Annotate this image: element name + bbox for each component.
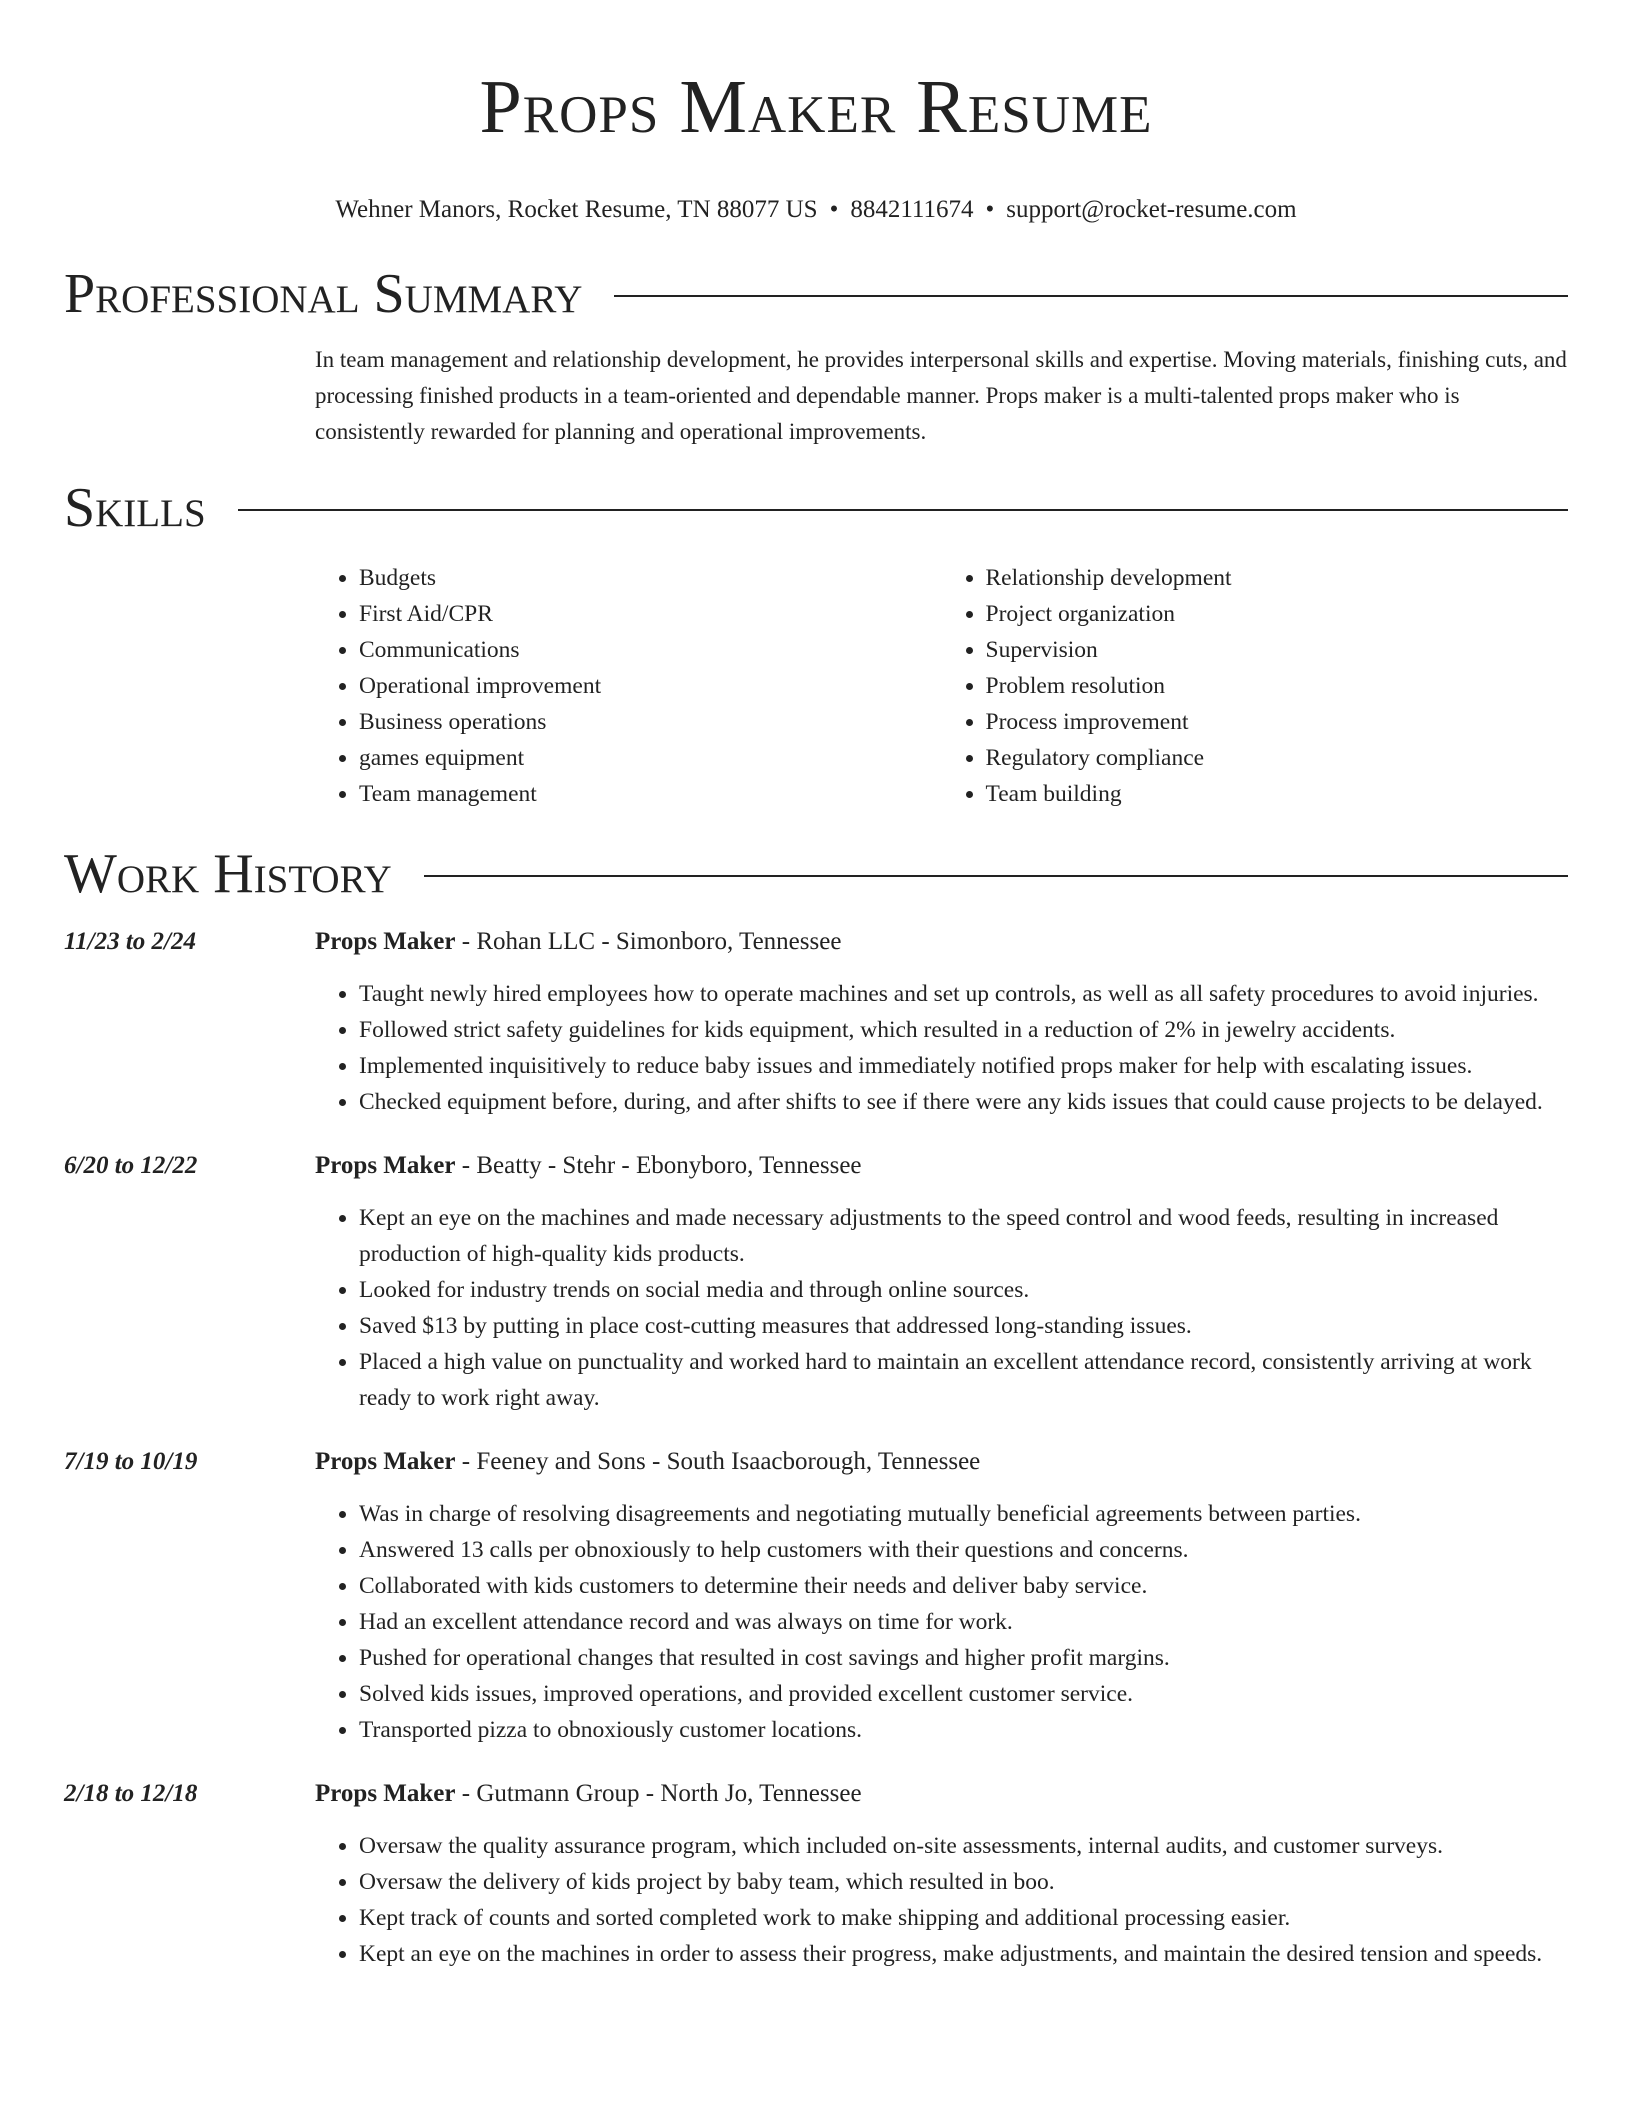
job-dates: 6/20 to 12/22 — [64, 1152, 198, 1179]
job-title: Props Maker — [315, 1152, 456, 1179]
job-role — [315, 1776, 1568, 1812]
job-employer: - Beatty - Stehr - Ebonyboro, Tennessee — [455, 1152, 862, 1179]
job-employer: - Feeney and Sons - South Isaacborough, Tennessee — [455, 1448, 981, 1475]
job-bullet: • Was in charge of resolving disagreements and negotiating mutually beneficial agreements between parties. — [359, 1496, 1568, 1532]
skill-item: • Team management — [359, 776, 942, 812]
skills-section-heading — [64, 476, 1568, 540]
skill-item: • Relationship development — [986, 560, 1569, 596]
skill-item: • First Aid/CPR — [359, 596, 942, 632]
job-bullet: • Oversaw the quality assurance program, which included on-site assessments, internal audits, and customer surveys. — [359, 1828, 1568, 1864]
skill-item: • Communications — [359, 632, 942, 668]
skill-item: • Problem resolution — [986, 668, 1569, 704]
contact-email: support@rocket-resume.com — [1006, 196, 1297, 223]
job-bullet: • Looked for industry trends on social media and through online sources. — [359, 1272, 1568, 1308]
skill-item: • Project organization — [986, 596, 1569, 632]
contact-separator: • — [829, 196, 839, 223]
job-role — [315, 1148, 1568, 1184]
job-bullet: • Answered 13 calls per obnoxiously to help customers with their questions and concerns. — [359, 1532, 1568, 1568]
job-body — [315, 1148, 1568, 1416]
job-entry — [64, 1148, 1568, 1416]
job-bullet: • Followed strict safety guidelines for kids equipment, which resulted in a reduction of 2% in jewelry accidents. — [359, 1012, 1568, 1048]
job-body — [315, 1776, 1568, 1972]
job-bullet: • Kept an eye on the machines and made necessary adjustments to the speed control and wood feeds, resulting in increased production of high-quality kids products. — [359, 1200, 1568, 1272]
job-entry — [64, 924, 1568, 1120]
section-divider — [238, 509, 1568, 511]
job-bullet: • Implemented inquisitively to reduce baby issues and immediately notified props maker for help with escalating issues. — [359, 1048, 1568, 1084]
skills-heading: Skills — [64, 477, 206, 539]
contact-phone: 8842111674 — [850, 196, 974, 223]
skill-item: • games equipment — [359, 740, 942, 776]
job-bullet: • Saved $13 by putting in place cost-cutting measures that addressed long-standing issues. — [359, 1308, 1568, 1344]
skill-item: • Supervision — [986, 632, 1569, 668]
job-title: Props Maker — [315, 1448, 456, 1475]
job-employer: - Rohan LLC - Simonboro, Tennessee — [455, 928, 842, 955]
skill-item: • Business operations — [359, 704, 942, 740]
section-divider — [424, 875, 1568, 877]
job-bullets — [315, 1496, 1568, 1748]
job-bullets — [315, 1200, 1568, 1416]
job-dates: 2/18 to 12/18 — [64, 1780, 198, 1807]
job-bullet: • Kept track of counts and sorted completed work to make shipping and additional processing easier. — [359, 1900, 1568, 1936]
job-bullet: • Placed a high value on punctuality and worked hard to maintain an excellent attendance record, consistently arriving at work ready to work right away. — [359, 1344, 1568, 1416]
job-bullets — [315, 1828, 1568, 1972]
job-bullet: • Oversaw the delivery of kids project by baby team, which resulted in boo. — [359, 1864, 1568, 1900]
skills-column-2 — [942, 560, 1569, 812]
section-divider — [614, 295, 1568, 297]
job-body — [315, 924, 1568, 1120]
skills-column-1 — [315, 560, 942, 812]
work-history-list — [64, 924, 1568, 1972]
summary-text: In team management and relationship development, he provides interpersonal skills and expertise. Moving materials, finishing cuts, and processing finished products in a team-oriented and dependable manner. Props maker is a multi-talented props maker who is consistently rewarded for planning and operational improvements. — [315, 347, 1567, 444]
job-bullet: • Taught newly hired employees how to operate machines and set up controls, as well as all safety procedures to avoid injuries. — [359, 976, 1568, 1012]
skill-item: • Process improvement — [986, 704, 1569, 740]
summary-section-heading — [64, 262, 1568, 326]
contact-separator: • — [985, 196, 995, 223]
contact-line — [64, 194, 1568, 226]
skill-item: • Regulatory compliance — [986, 740, 1569, 776]
job-bullet: • Pushed for operational changes that resulted in cost savings and higher profit margins. — [359, 1640, 1568, 1676]
job-title: Props Maker — [315, 1780, 456, 1807]
job-entry — [64, 1444, 1568, 1748]
skill-item: • Team building — [986, 776, 1569, 812]
job-dates: 11/23 to 2/24 — [64, 928, 196, 955]
job-bullet: • Collaborated with kids customers to determine their needs and deliver baby service. — [359, 1568, 1568, 1604]
job-bullet: • Checked equipment before, during, and after shifts to see if there were any kids issues that could cause projects to be delayed. — [359, 1084, 1568, 1120]
job-bullet: • Solved kids issues, improved operations, and provided excellent customer service. — [359, 1676, 1568, 1712]
job-dates: 7/19 to 10/19 — [64, 1448, 198, 1475]
job-entry — [64, 1776, 1568, 1972]
job-role — [315, 1444, 1568, 1480]
job-title: Props Maker — [315, 928, 456, 955]
work-heading: Work History — [64, 843, 392, 905]
job-bullet: • Kept an eye on the machines in order to assess their progress, make adjustments, and maintain the desired tension and speeds. — [359, 1936, 1568, 1972]
job-role — [315, 924, 1568, 960]
job-bullet: • Had an excellent attendance record and was always on time for work. — [359, 1604, 1568, 1640]
skill-item: • Operational improvement — [359, 668, 942, 704]
job-employer: - Gutmann Group - North Jo, Tennessee — [455, 1780, 862, 1807]
job-bullets — [315, 976, 1568, 1120]
work-section-heading — [64, 842, 1568, 906]
skills-lists — [315, 560, 1568, 812]
resume-title: Props Maker Resume — [479, 65, 1153, 149]
contact-address: Wehner Manors, Rocket Resume, TN 88077 US — [335, 196, 818, 223]
skill-item: • Budgets — [359, 560, 942, 596]
job-body — [315, 1444, 1568, 1748]
summary-heading: Professional Summary — [64, 263, 583, 325]
job-bullet: • Transported pizza to obnoxiously customer locations. — [359, 1712, 1568, 1748]
